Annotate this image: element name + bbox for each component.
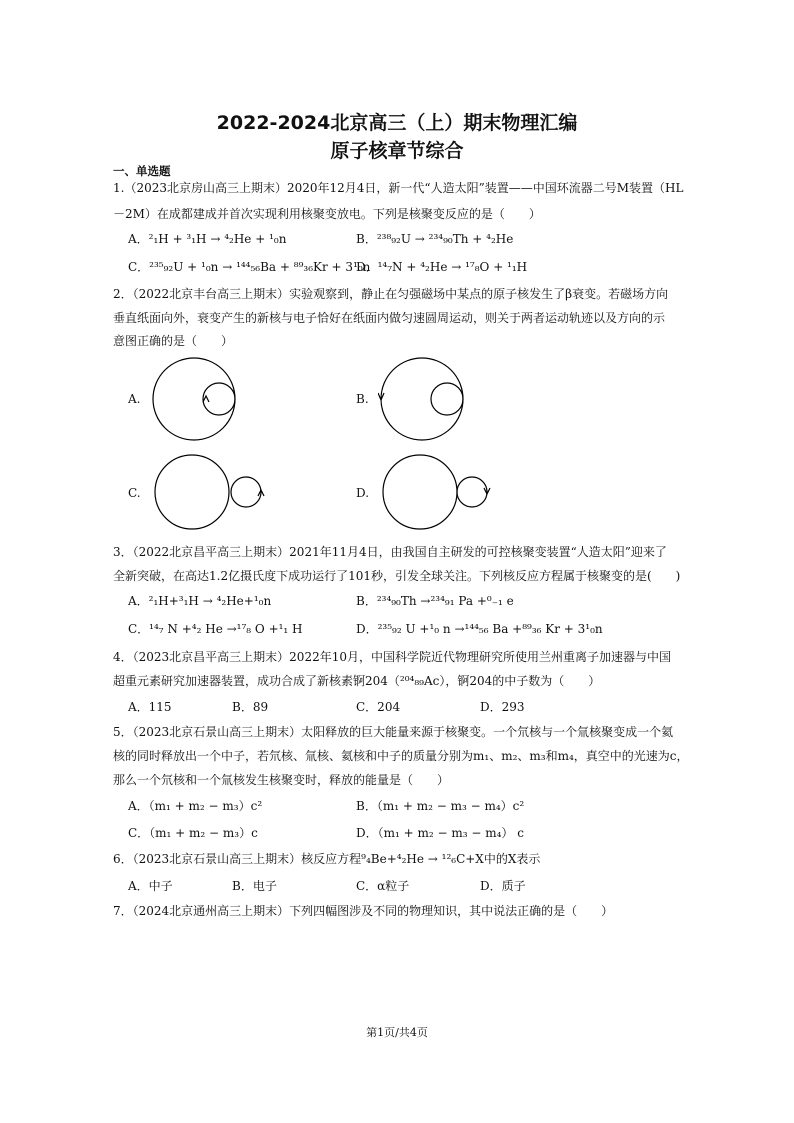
q5-option-b[interactable]: B．（m₁ + m₂ − m₃ − m₄）c² bbox=[356, 799, 525, 813]
q5-option-d[interactable]: D．（m₁ + m₂ − m₃ − m₄） c bbox=[356, 826, 524, 840]
q5-stem-line3: 那么一个氘核和一个氚核发生核聚变时，释放的能量是（ ） bbox=[113, 773, 450, 787]
q5-stem-line2: 核的同时释放出一个中子，若氘核、氚核、氦核和中子的质量分别为m₁、m₂、m₃和m₄，真空中的光速为c， bbox=[113, 749, 689, 763]
q4-stem-line2: 超重元素研究加速器装置，成功合成了新核素锕204（²⁰⁴₈₉Ac），锕204的中子数为（ ） bbox=[113, 674, 601, 688]
q6-stem-line1: 6．（2023北京石景山高三上期末）核反应方程⁹₄Be+⁴₂He → ¹²₆C+X中的X表示 bbox=[113, 852, 541, 866]
q1-option-a[interactable]: A．²₁H + ³₁H → ⁴₂He + ¹₀n bbox=[128, 232, 287, 246]
q6-option-d[interactable]: D．质子 bbox=[480, 879, 526, 893]
q6-option-a[interactable]: A．中子 bbox=[128, 879, 173, 893]
q3-stem-line1: 3．（2022北京昌平高三上期末）2021年11月4日，由我国自主研发的可控核聚变装置“人造太阳”迎来了 bbox=[113, 545, 667, 559]
q3-option-d[interactable]: D．²³⁵₉₂ U +¹₀ n →¹⁴⁴₅₆ Ba +⁸⁹₃₆ Kr + 3¹₀n bbox=[356, 622, 603, 636]
q2-stem-line1: 2．（2022北京丰台高三上期末）实验观察到，静止在匀强磁场中某点的原子核发生了β衰变。若磁场方向 bbox=[113, 287, 669, 301]
q3-option-a[interactable]: A．²₁H+³₁H → ⁴₂He+¹₀n bbox=[128, 594, 272, 608]
q2-option-c-label[interactable]: C. bbox=[128, 486, 141, 500]
q4-stem-line1: 4．（2023北京昌平高三上期末）2022年10月，中国科学院近代物理研究所使用兰州重离子加速器与中国 bbox=[113, 650, 671, 664]
q7-stem-line1: 7．（2024北京通州高三上期末）下列四幅图涉及不同的物理知识，其中说法正确的是（ ） bbox=[113, 904, 614, 918]
q5-option-c[interactable]: C．（m₁ + m₂ − m₃）c bbox=[128, 826, 258, 840]
section-heading: 一、单选题 bbox=[113, 164, 171, 178]
q5-option-a[interactable]: A．（m₁ + m₂ − m₃）c² bbox=[128, 799, 263, 813]
q4-option-b[interactable]: B．89 bbox=[232, 700, 269, 714]
q2-figure-d bbox=[378, 452, 498, 532]
q2-figure-a bbox=[150, 355, 250, 445]
doc-subtitle: 原子核章节综合 bbox=[330, 140, 464, 162]
q3-stem-line2: 全新突破，在高达1.2亿摄氏度下成功运行了101秒，引发全球关注。下列核反应方程属于核聚变的是( ) bbox=[113, 569, 681, 583]
q1-option-c[interactable]: C．²³⁵₉₂U + ¹₀n → ¹⁴⁴₅₆Ba + ⁸⁹₃₆Kr + 3¹₀n bbox=[128, 260, 371, 274]
q5-stem-line1: 5．（2023北京石景山高三上期末）太阳释放的巨大能量来源于核聚变。一个氘核与一个氚核聚变成一个氦 bbox=[113, 725, 674, 739]
page-footer: 第1页/共4页 bbox=[366, 1026, 428, 1039]
q1-stem-line1: 1.（2023北京房山高三上期末）2020年12月4日，新一代“人造太阳”装置——中国环流器二号M装置（HL bbox=[113, 181, 684, 195]
q4-option-d[interactable]: D．293 bbox=[480, 700, 525, 714]
q2-option-a-label[interactable]: A. bbox=[128, 392, 141, 406]
q3-option-c[interactable]: C．¹⁴₇ N +⁴₂ He →¹⁷₈ O +¹₁ H bbox=[128, 622, 303, 636]
q1-option-d[interactable]: D．¹⁴₇N + ⁴₂He → ¹⁷₈O + ¹₁H bbox=[356, 260, 528, 274]
q6-option-b[interactable]: B．电子 bbox=[232, 879, 277, 893]
q2-stem-line3: 意图正确的是（ ） bbox=[113, 334, 234, 348]
q1-option-b[interactable]: B．²³⁸₉₂U → ²³⁴₉₀Th + ⁴₂He bbox=[356, 232, 514, 246]
q2-figure-c bbox=[150, 452, 270, 532]
q2-option-b-label[interactable]: B. bbox=[356, 392, 369, 406]
doc-title: 2022-2024北京高三（上）期末物理汇编 bbox=[216, 112, 578, 134]
q2-stem-line2: 垂直纸面向外，衰变产生的新核与电子恰好在纸面内做匀速圆周运动，则关于两者运动轨迹以及方向的示 bbox=[113, 311, 666, 325]
q4-option-a[interactable]: A．115 bbox=[128, 700, 172, 714]
q1-stem-line2: －2M）在成都建成并首次实现利用核聚变放电。下列是核聚变反应的是（ ） bbox=[113, 207, 541, 221]
q6-option-c[interactable]: C．α粒子 bbox=[356, 879, 410, 893]
q2-figure-b bbox=[378, 355, 478, 445]
q2-option-d-label[interactable]: D. bbox=[356, 486, 370, 500]
q4-option-c[interactable]: C．204 bbox=[356, 700, 401, 714]
q3-option-b[interactable]: B．²³⁴₉₀Th →²³⁴₉₁ Pa +⁰₋₁ e bbox=[356, 594, 514, 608]
